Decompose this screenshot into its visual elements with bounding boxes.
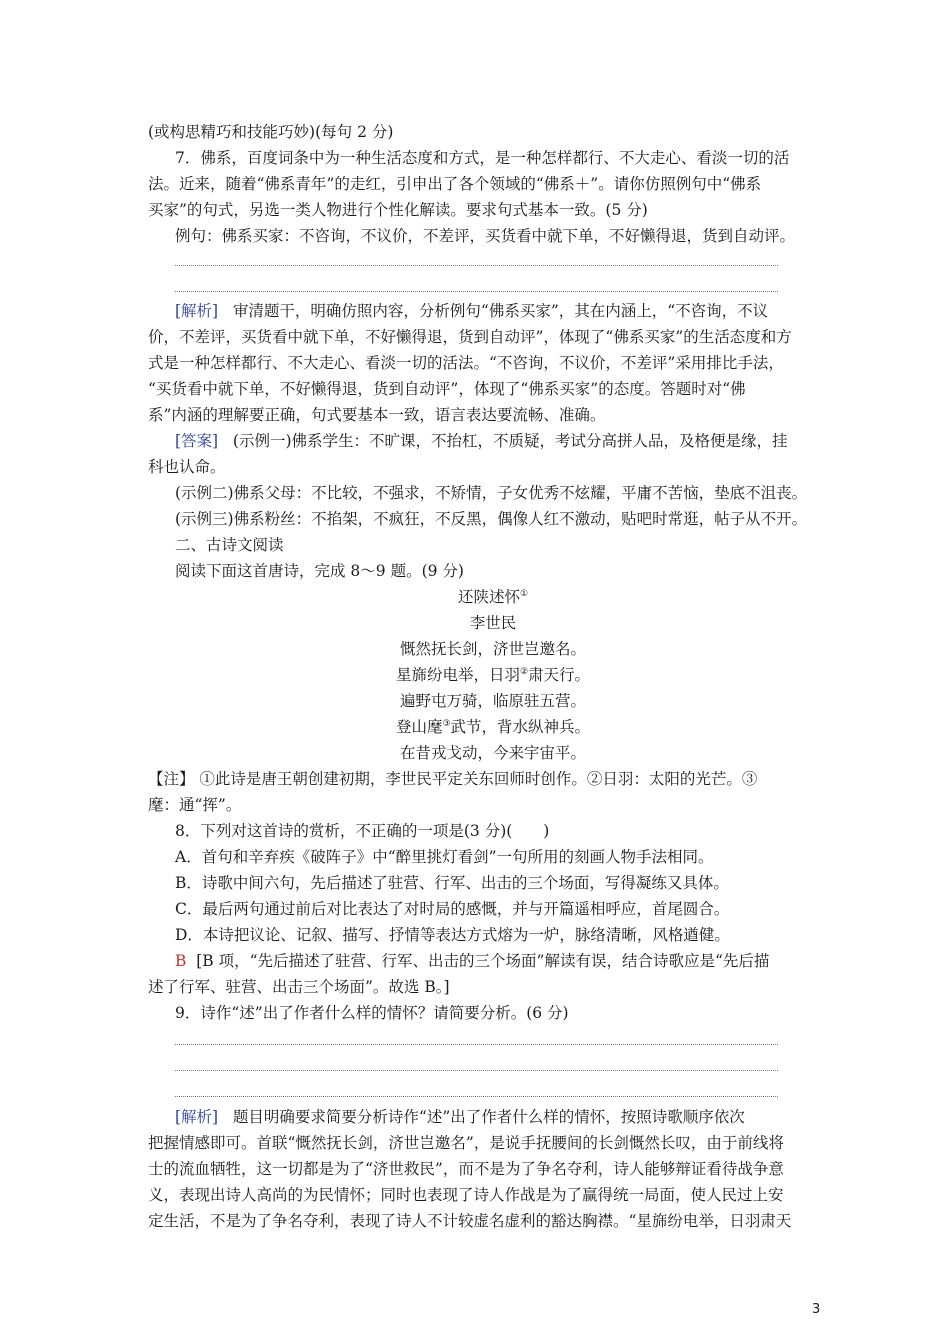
text-line: 价，不差评，买货看中就下单，不好懒得退，货到自动评”，体现了“佛系买家”的生活态度和方: [148, 328, 792, 346]
answer-blank-line: [175, 265, 778, 266]
text-line: 买家”的句式，另选一类人物进行个性化解读。要求句式基本一致。(5 分): [148, 201, 648, 219]
question-7-stem: 7．佛系，百度词条中为一种生活态度和方式，是一种怎样都行、不大走心、看淡一切的活: [175, 149, 790, 167]
poem-note: 【注】 ①此诗是唐王朝创建初期，李世民平定关东回师时创作。②日羽：太阳的光芒。③: [148, 770, 758, 788]
text-line: 述了行军、驻营、出击三个场面”。故选 B。]: [148, 978, 450, 996]
text-line: 法。近来，随着“佛系青年”的走红，引申出了各个领域的“佛系＋”。请你仿照例句中“佛系: [148, 175, 762, 193]
poem-line: [148, 716, 838, 738]
footnote-marker: ②: [519, 666, 529, 677]
text-line: “买货看中就下单，不好懒得退，货到自动评”，体现了“佛系买家”的态度。答题时对“佛: [148, 380, 746, 398]
poem-title: [148, 586, 838, 608]
text-line: (示例三)佛系粉丝：不掐架，不疯狂，不反黑，偶像人红不激动，贴吧时常逛，帖子从不开。: [175, 510, 808, 528]
analysis-tag: [解析]: [175, 302, 219, 320]
text-line: 义，表现出诗人高尚的为民情怀；同时也表现了诗人作战是为了赢得统一局面，使人民过上安: [148, 1186, 784, 1204]
answer-line: [175, 430, 808, 452]
text-line: 系”内涵的理解要正确，句式要基本一致，语言表达要流畅、准确。: [148, 406, 606, 424]
text-line: 阅读下面这首唐诗，完成 8～9 题。(9 分): [175, 562, 464, 580]
text-line: 麾：通“挥”。: [148, 796, 242, 814]
text-line: 把握情感即可。首联“慨然抚长剑，济世岂邀名”，是说手抚腰间的长剑慨然长叹，由于前线将: [148, 1134, 784, 1152]
answer-explanation: [B 项，“先后描述了驻营、行军、出击的三个场面”解读有误，结合诗歌应是“先后描: [196, 952, 770, 970]
poem-text: 登山麾: [395, 718, 443, 736]
text-line: 士的流血牺牲，这一切都是为了“济世救民”，而不是为了争名夺利，诗人能够辩证看待战争意: [148, 1160, 784, 1178]
analysis-text: 审清题干，明确仿照内容，分析例句“佛系买家”，其在内涵上，“不咨询，不议: [232, 302, 769, 320]
option-b: B．诗歌中间六句，先后描述了驻营、行军、出击的三个场面，写得凝练又具体。: [175, 874, 729, 892]
analysis-tag: [解析]: [175, 1108, 219, 1126]
poem-line: 遍野屯万骑，临原驻五营。: [399, 692, 586, 710]
poem-title-text: 还陕述怀: [457, 588, 520, 606]
answer-blank-line: [175, 1096, 778, 1097]
footnote-marker: ①: [519, 588, 529, 599]
option-a: A．首句和辛弃疾《破阵子》中“醉里挑灯看剑”一句所用的刻画人物手法相同。: [175, 848, 714, 866]
page-number: 3: [812, 1302, 821, 1317]
answer-blank-line: [175, 1044, 778, 1045]
analysis-line: [175, 300, 808, 322]
answer-blank-line: [175, 291, 778, 292]
analysis-text: 题目明确要求简要分析诗作“述”出了作者什么样的情怀，按照诗歌顺序依次: [232, 1108, 745, 1126]
text-line: (或构思精巧和技能巧妙)(每句 2 分): [148, 123, 394, 141]
poem-text: 肃天行。: [528, 666, 591, 684]
question-9-stem: 9．诗作“述”出了作者什么样的情怀？请简要分析。(6 分): [175, 1004, 569, 1022]
option-c: C．最后两句通过前后对比表达了对时局的感慨，并与开篇遥相呼应，首尾圆合。: [175, 900, 730, 918]
section-heading: 二、古诗文阅读: [175, 536, 284, 554]
answer-text: (示例一)佛系学生：不旷课，不抬杠，不质疑，考试分高拼人品，及格便是缘，挂: [232, 432, 788, 450]
example-sentence: 例句：佛系买家：不咨询，不议价，不差评，买货看中就下单，不好懒得退，货到自动评。: [175, 227, 796, 245]
text-line: (示例二)佛系父母：不比较，不强求，不矫情，子女优秀不炫耀，平庸不苦恼，垫底不沮丧。: [175, 484, 808, 502]
question-8-stem: 8．下列对这首诗的赏析，不正确的一项是(3 分)( ): [175, 822, 550, 840]
analysis-line: [175, 1106, 808, 1128]
option-d: D．本诗把议论、记叙、描写、抒情等表达方式熔为一炉，脉络清晰，风格遒健。: [175, 926, 730, 944]
poem-text: 星旆纷电举，日羽: [395, 666, 520, 684]
text-line: 定生活，不是为了争名夺利，表现了诗人不计较虚名虚利的豁达胸襟。“星旆纷电举，日羽肃天: [148, 1212, 792, 1230]
poem-line: [148, 664, 838, 686]
poem-line: 慨然抚长剑，济世岂邀名。: [399, 640, 586, 658]
poem-line: 在昔戎戈动，今来宇宙平。: [399, 744, 586, 762]
footnote-marker: ③: [442, 718, 451, 729]
text-line: 式是一种怎样都行、不大走心、看淡一切的活法。“不咨询，不议价，不差评”采用排比手法，: [148, 354, 784, 372]
answer-tag: [答案]: [175, 432, 219, 450]
poem-author: 李世民: [469, 614, 517, 632]
text-line: 科也认命。: [148, 458, 226, 476]
answer-letter: B: [175, 952, 187, 970]
poem-text: 武节，背水纵神兵。: [450, 718, 591, 736]
q8-answer-line: [175, 950, 808, 972]
answer-blank-line: [175, 1070, 778, 1071]
